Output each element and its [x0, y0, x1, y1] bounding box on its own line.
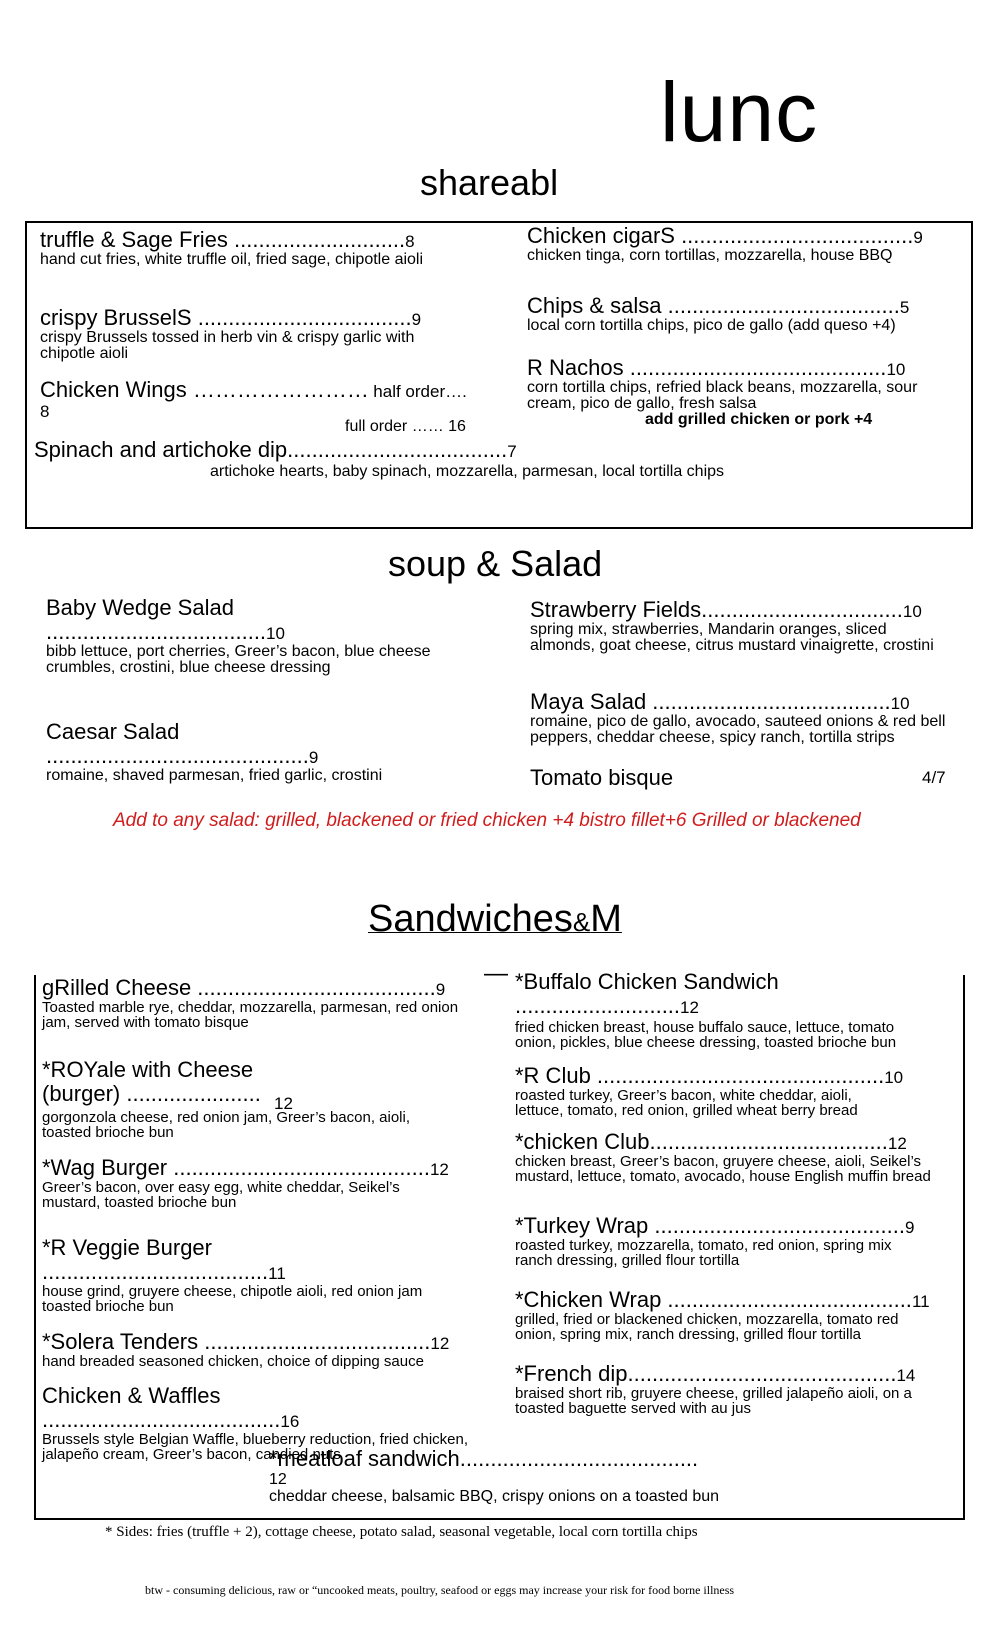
item-price: 10	[890, 694, 910, 713]
item-name: *Solera Tenders .....................................	[42, 1329, 431, 1354]
item-price: 16	[280, 1412, 300, 1431]
sandwich-right-line	[963, 975, 965, 1520]
menu-item	[527, 356, 957, 428]
shareables-title: shareabl	[420, 162, 559, 203]
item-name: *Buffalo Chicken Sandwich ...........................	[515, 969, 779, 1018]
sandwiches-left	[42, 972, 472, 1463]
item-price-full: full order …… 16	[345, 418, 466, 435]
item-desc: crispy Brussels tossed in herb vin & crispy garlic with chipotle aioli	[40, 329, 415, 362]
soup-salad-title: soup & Salad	[388, 543, 603, 584]
item-desc: fried chicken breast, house buffalo sauce, lettuce, tomato onion, pickles, blue cheese dressing, toasted brioche bun	[515, 1019, 897, 1051]
item-desc: house grind, gruyere cheese, chipotle aioli, red onion jam toasted brioche bun	[42, 1283, 423, 1315]
soup-salad-right	[530, 597, 950, 790]
menu-item	[515, 970, 805, 1018]
item-price: 9	[913, 228, 923, 247]
item-name: *R Club ...............................................	[515, 1063, 885, 1088]
menu-item	[269, 1447, 729, 1505]
item-name: *Chicken Wrap ........................................	[515, 1287, 912, 1312]
menu-item	[527, 294, 957, 334]
item-name: Spinach and artichoke dip....................................	[34, 437, 508, 462]
item-name: *ROYale with Cheese (burger) ......................	[42, 1057, 261, 1106]
menu-item	[40, 306, 480, 362]
item-desc: artichoke hearts, baby spinach, mozzarella, parmesan, local tortilla chips	[210, 463, 725, 480]
item-price: 10	[886, 360, 906, 379]
item-price: 12	[274, 1094, 293, 1113]
item-name: *R Veggie Burger .....................................	[42, 1235, 269, 1284]
item-desc: cheddar cheese, balsamic BBQ, crispy onions on a toasted bun	[269, 1488, 720, 1505]
menu-item	[40, 377, 480, 435]
item-desc: hand breaded seasoned chicken, choice of dipping sauce	[42, 1353, 424, 1370]
sandwich-dash: —	[484, 960, 508, 987]
shareables-title-clip	[420, 162, 600, 203]
menu-item	[42, 1156, 467, 1210]
menu-item	[34, 438, 954, 480]
item-price: 10	[902, 602, 922, 621]
menu-item	[42, 976, 467, 1030]
item-name: *chicken Club.......................................	[515, 1129, 888, 1154]
item-desc: chicken tinga, corn tortillas, mozzarella, house BBQ	[527, 247, 893, 264]
salad-add-note: Add to any salad: grilled, blackened or fried chicken +4 bistro fillet+6 Grilled or blackened	[113, 810, 861, 831]
item-desc: romaine, pico de gallo, avocado, sauteed onions & red bell peppers, cheddar cheese, spicy ranch, tortilla strips	[530, 713, 946, 746]
page-title: lunc	[660, 65, 819, 159]
item-price: 12	[429, 1160, 449, 1179]
item-price: 12	[430, 1334, 450, 1353]
menu-item	[42, 1057, 322, 1113]
menu-item	[515, 1064, 955, 1118]
sandwiches-right	[515, 968, 960, 1428]
item-name: Chicken cigarS ......................................	[527, 223, 914, 248]
menu-item	[530, 690, 950, 746]
item-desc: braised short rib, gruyere cheese, grilled jalapeño aioli, on a toasted baguette served with au jus	[515, 1385, 912, 1417]
menu-item	[515, 1130, 960, 1184]
menu-item	[527, 224, 937, 264]
soup-salad-left	[46, 595, 456, 784]
item-desc: romaine, shaved parmesan, fried garlic, crostini	[46, 767, 383, 784]
menu-item	[515, 1362, 955, 1416]
sandwich-left-line	[34, 975, 36, 1520]
item-price: 10	[884, 1068, 904, 1087]
soup-salad-title-clip	[388, 543, 628, 584]
menu-item	[515, 1214, 955, 1268]
sandwiches-title-m: M	[590, 898, 622, 940]
menu-item	[42, 1235, 423, 1315]
item-desc: roasted turkey, mozzarella, tomato, red onion, spring mix ranch dressing, grilled flour tortilla	[515, 1237, 892, 1269]
item-name: *Wag Burger ..........................................	[42, 1155, 430, 1180]
item-name: Caesar Salad ...........................................	[46, 719, 309, 768]
shareables-left	[40, 226, 480, 434]
item-desc: Greer’s bacon, over easy egg, white cheddar, Seikel’s mustard, toasted brioche bun	[42, 1179, 400, 1211]
item-price: 8	[405, 232, 415, 251]
item-name: Strawberry Fields.................................	[530, 597, 903, 622]
item-name: Chicken & Waffles .......................................	[42, 1383, 281, 1432]
menu-item	[46, 596, 436, 676]
item-desc: Toasted marble rye, cheddar, mozzarella, parmesan, red onion jam, served with tomato bisque	[42, 999, 459, 1031]
item-extra: add grilled chicken or pork +4	[645, 411, 873, 428]
item-name: truffle & Sage Fries ............................	[40, 227, 406, 252]
item-name: *Turkey Wrap .........................................	[515, 1213, 905, 1238]
item-name: *meatloaf sandwich.......................................	[269, 1446, 699, 1471]
item-price: 9	[904, 1218, 915, 1237]
item-desc: grilled, fried or blackened chicken, mozzarella, tomato red onion, spring mix, ranch dressing, grilled flour tortilla	[515, 1311, 899, 1343]
item-name: Baby Wedge Salad ....................................	[46, 595, 267, 644]
shareables-right	[527, 222, 967, 434]
item-price: 14	[896, 1366, 916, 1385]
item-price: 9	[308, 748, 319, 767]
item-price: 5	[899, 298, 910, 317]
menu-item	[530, 598, 950, 654]
sandwich-bottom-line	[34, 1518, 965, 1520]
sandwiches-title-wrap	[368, 900, 622, 938]
menu-item	[46, 720, 436, 784]
item-name: Chicken Wings ……………………	[40, 377, 369, 402]
item-price: 12	[887, 1134, 907, 1153]
item-price: 11	[911, 1292, 930, 1311]
sandwiches-title: Sandwiches	[368, 898, 573, 940]
item-desc: gorgonzola cheese, red onion jam, Greer’s bacon, aioli, toasted brioche bun	[42, 1109, 410, 1141]
item-desc: corn tortilla chips, refried black beans, mozzarella, sour cream, pico de gallo, fresh salsa	[527, 379, 918, 412]
item-price: 9	[435, 980, 446, 999]
item-price: 10	[266, 624, 285, 643]
item-name: gRilled Cheese .......................................	[42, 975, 436, 1000]
menu-item	[530, 766, 950, 790]
item-price: 12	[269, 1471, 287, 1488]
item-desc: hand cut fries, white truffle oil, fried sage, chipotle aioli	[40, 251, 424, 268]
item-name: Maya Salad .......................................	[530, 689, 891, 714]
item-name: crispy BrusselS ...................................	[40, 305, 412, 330]
item-price: 11	[268, 1264, 286, 1283]
item-name: Tomato bisque	[530, 765, 674, 790]
footer-disclaimer: btw - consuming delicious, raw or “uncooked meats, poultry, seafood or eggs may increase your risk for food borne illness	[145, 1583, 735, 1597]
item-price: 7	[507, 442, 517, 461]
item-price: 12	[680, 998, 699, 1017]
menu-item	[42, 1330, 472, 1369]
item-desc: bibb lettuce, port cherries, Greer’s bacon, blue cheese crumbles, crostini, blue cheese dressing	[46, 643, 431, 676]
item-price: 4/7	[922, 768, 946, 787]
menu-item	[515, 1288, 955, 1342]
menu-item	[40, 228, 480, 268]
sandwiches-title-amp: &	[572, 907, 591, 937]
item-desc: local corn tortilla chips, pico de gallo (add queso +4)	[527, 317, 896, 334]
item-name: *French dip............................................	[515, 1361, 897, 1386]
item-desc: spring mix, strawberries, Mandarin oranges, sliced almonds, goat cheese, citrus mustard vinaigrette, crostini	[530, 621, 934, 654]
item-name: Chips & salsa ......................................	[527, 293, 900, 318]
item-desc: roasted turkey, Greer’s bacon, white cheddar, aioli, lettuce, tomato, red onion, grilled wheat berry bread	[515, 1087, 858, 1119]
page-title-clip	[660, 65, 900, 159]
item-desc: Brussels style Belgian Waffle, blueberry reduction, fried chicken, jalapeño cream, Greer’s bacon, candied nuts	[42, 1431, 469, 1463]
sides-note: * Sides: fries (truffle + 2), cottage cheese, potato salad, seasonal vegetable, local corn tortilla chips	[105, 1524, 698, 1540]
item-price: half order…. 8	[40, 382, 467, 421]
item-desc: chicken breast, Greer’s bacon, gruyere cheese, aioli, Seikel’s mustard, lettuce, tomato, avocado, house English muffin bread	[515, 1153, 931, 1185]
item-price: 9	[411, 310, 422, 329]
item-name: R Nachos ..........................................	[527, 355, 887, 380]
